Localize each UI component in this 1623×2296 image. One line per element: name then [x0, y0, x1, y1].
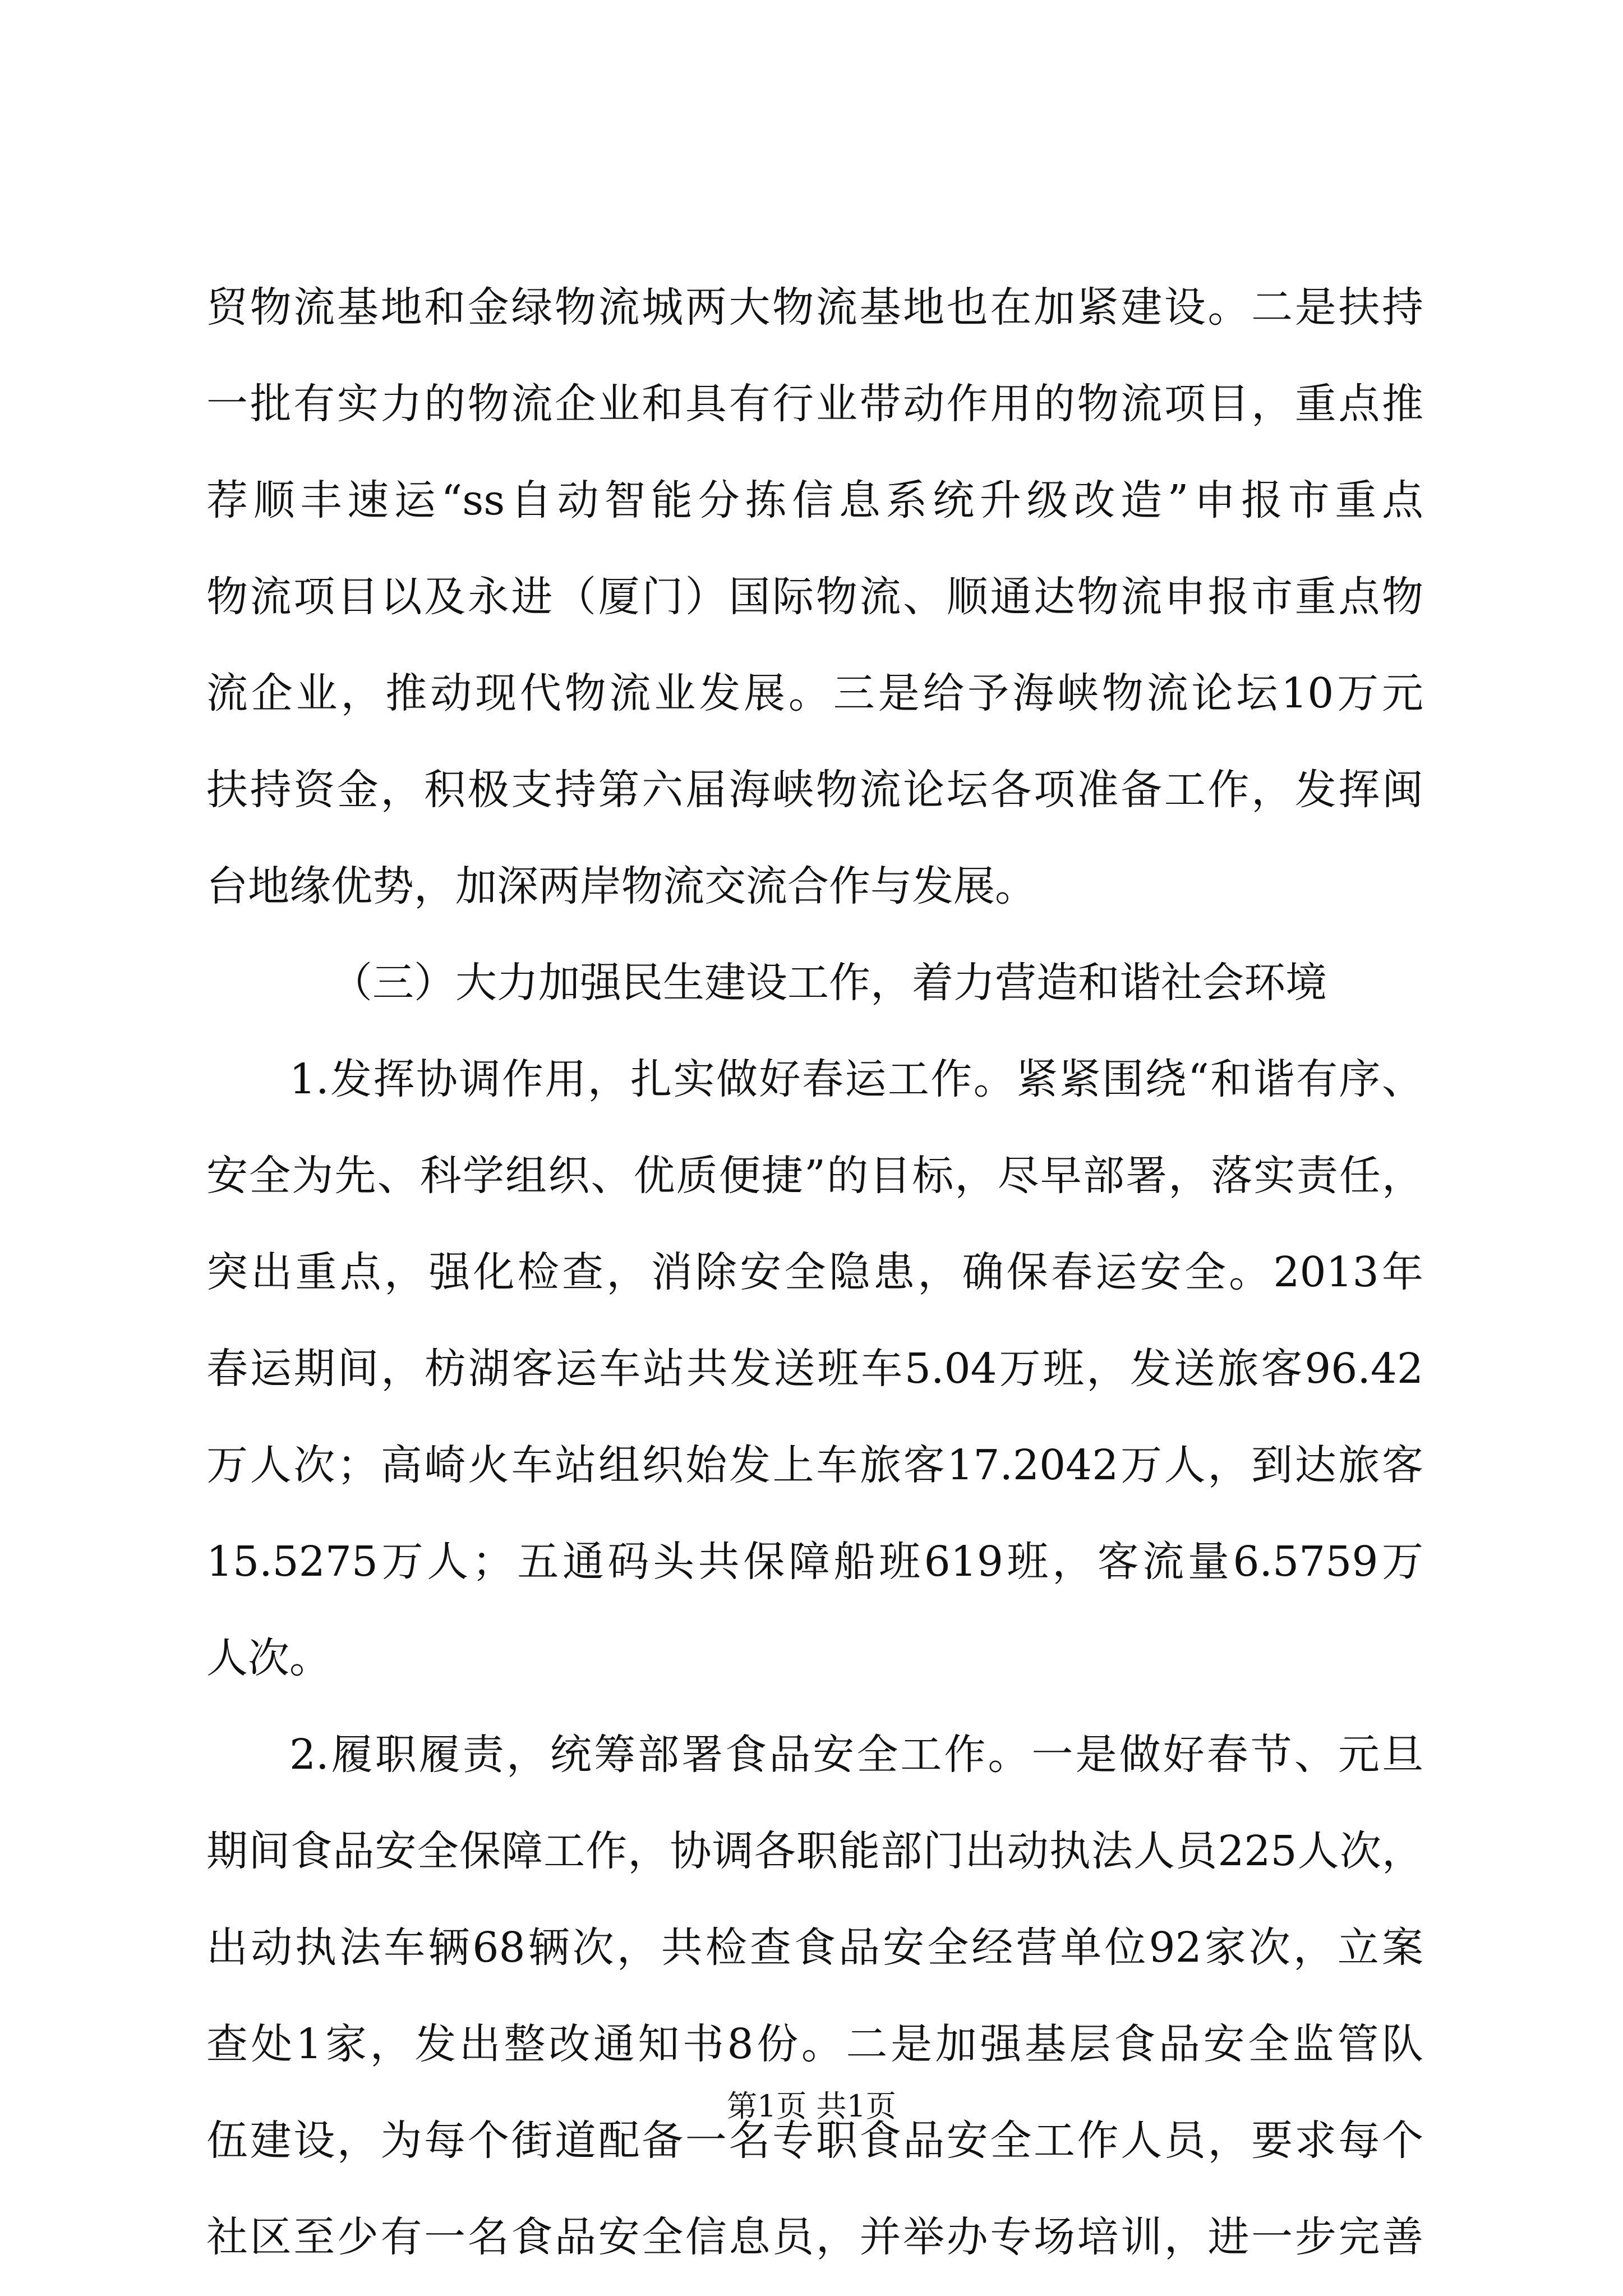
text-line: 伍建设，为每个街道配备一名专职食品安全工作人员，要求每个	[206, 2116, 1423, 2165]
text-line: 一批有实力的物流企业和具有行业带动作用的物流项目，重点推	[206, 380, 1423, 428]
text-line: 台地缘优势，加深两岸物流交流合作与发展。	[206, 862, 1036, 910]
section-heading: （三）大力加强民生建设工作，着力营造和谐社会环境	[331, 959, 1327, 1007]
text-line: 贸物流基地和金绿物流城两大物流基地也在加紧建设。二是扶持	[206, 283, 1423, 332]
text-line: 物流项目以及永进（厦门）国际物流、顺通达物流申报市重点物	[206, 573, 1423, 621]
text-line: 2.履职履责，统筹部署食品安全工作。一是做好春节、元旦	[289, 1731, 1423, 1779]
text-line: 1.发挥协调作用，扎实做好春运工作。紧紧围绕“和谐有序、	[289, 1055, 1423, 1103]
text-line: 查处1家，发出整改通知书8份。二是加强基层食品安全监管队	[206, 2020, 1423, 2068]
page-footer: 第1页 共1页	[727, 2088, 896, 2124]
text-line: 社区至少有一名食品安全信息员，并举办专场培训，进一步完善	[206, 2213, 1423, 2261]
text-line: 流企业，推动现代物流业发展。三是给予海峡物流论坛10万元	[206, 669, 1423, 717]
text-line: 春运期间，枋湖客运车站共发送班车5.04万班，发送旅客96.42	[206, 1345, 1423, 1393]
text-line: 期间食品安全保障工作，协调各职能部门出动执法人员225人次，	[206, 1827, 1423, 1875]
text-line: 荐顺丰速运“ss自动智能分拣信息系统升级改造”申报市重点	[206, 476, 1423, 524]
text-line: 出动执法车辆68辆次，共检查食品安全经营单位92家次，立案	[206, 1924, 1423, 1972]
text-line: 安全为先、科学组织、优质便捷”的目标，尽早部署，落实责任，	[206, 1152, 1423, 1200]
text-line: 万人次；高崎火车站组织始发上车旅客17.2042万人，到达旅客	[206, 1441, 1423, 1489]
text-line: 人次。	[206, 1634, 331, 1682]
text-line: 扶持资金，积极支持第六届海峡物流论坛各项准备工作，发挥闽	[206, 766, 1423, 814]
text-line: 15.5275万人；五通码头共保障船班619班，客流量6.5759万	[206, 1538, 1423, 1586]
body-text	[206, 259, 1423, 2285]
text-line: 突出重点，强化检查，消除安全隐患，确保春运安全。2013年	[206, 1248, 1423, 1296]
